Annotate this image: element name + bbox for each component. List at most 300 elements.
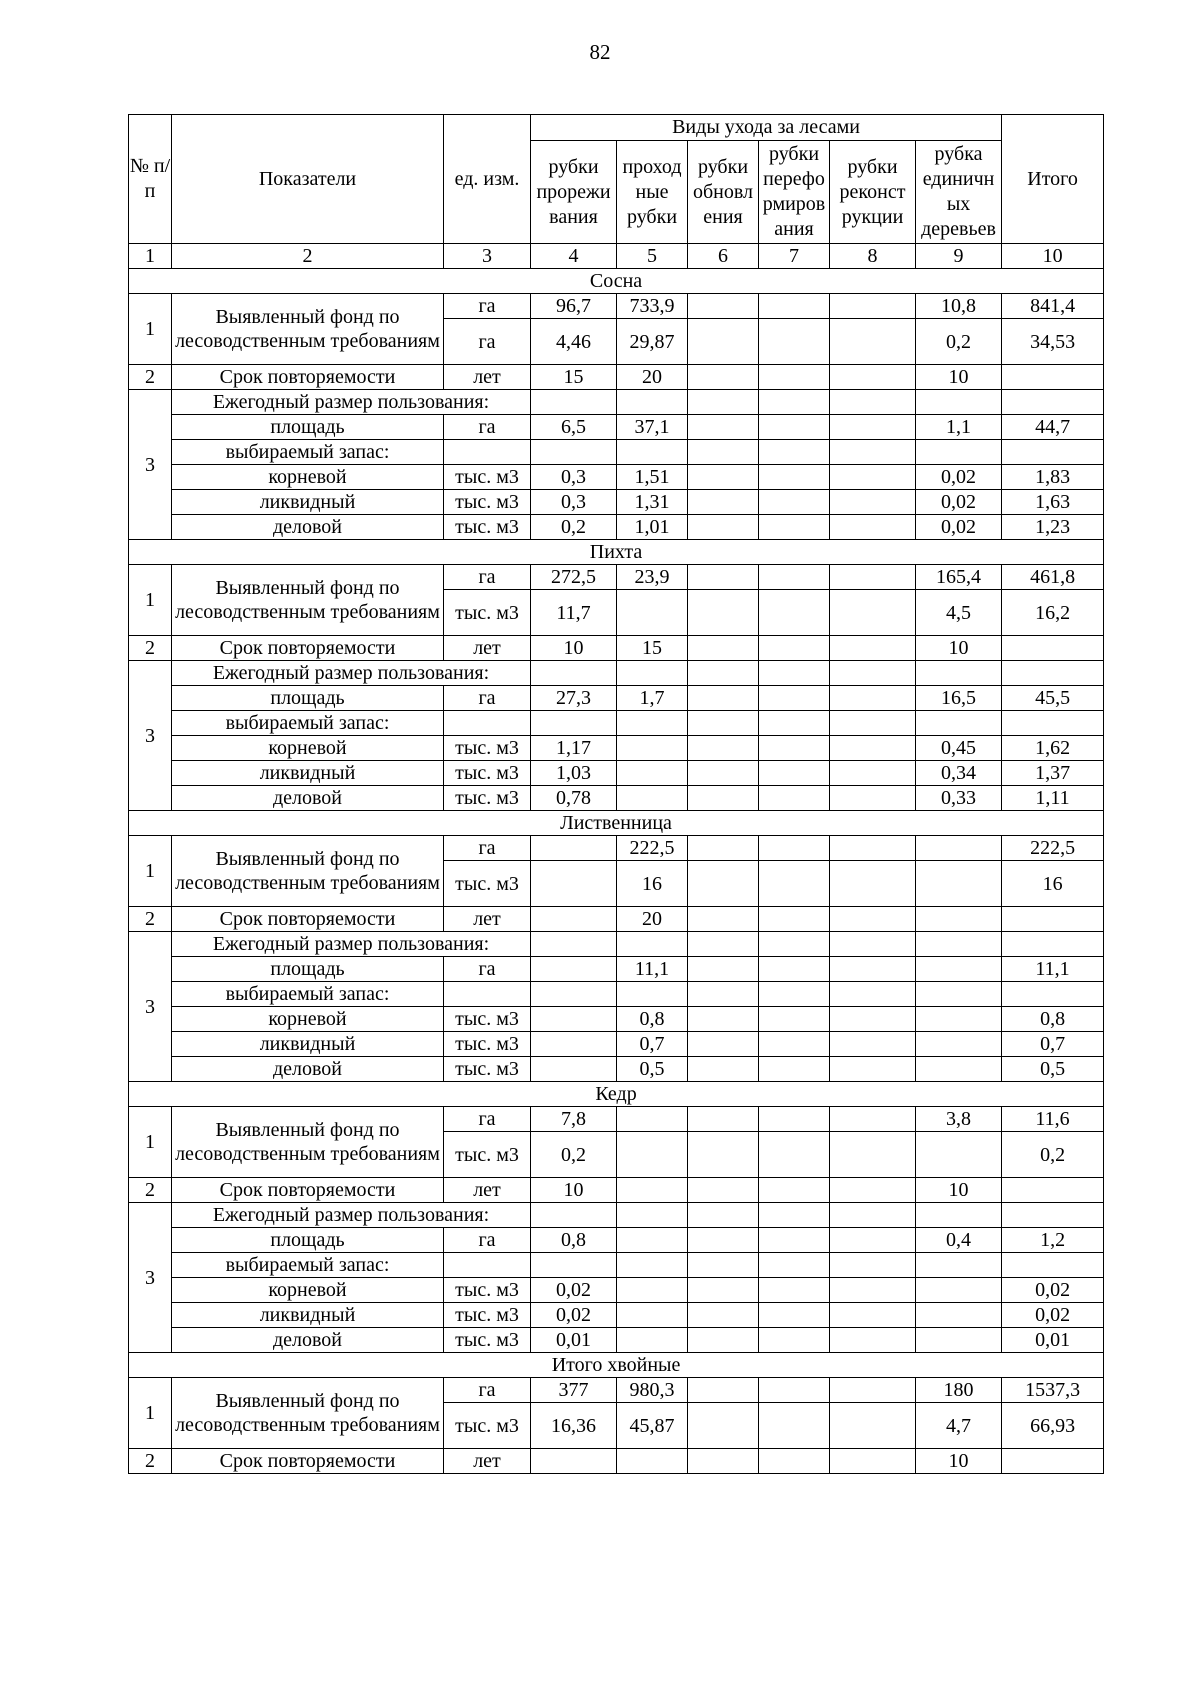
value-cell: [830, 390, 916, 415]
value-cell: 0,01: [531, 1328, 617, 1353]
value-cell: [531, 861, 617, 907]
value-cell: [1002, 932, 1104, 957]
value-cell: 1,23: [1002, 515, 1104, 540]
value-cell: [688, 932, 759, 957]
value-cell: [759, 836, 830, 861]
unit-cell: лет: [444, 365, 531, 390]
value-cell: [759, 1032, 830, 1057]
value-cell: [688, 686, 759, 711]
value-cell: 0,8: [531, 1228, 617, 1253]
value-cell: [617, 932, 688, 957]
unit-cell: га: [444, 415, 531, 440]
value-cell: [688, 786, 759, 811]
indicator-label: площадь: [172, 957, 444, 982]
business-row: [129, 515, 1104, 540]
unit-cell: тыс. м3: [444, 1303, 531, 1328]
column-number: 6: [688, 244, 759, 269]
value-cell: [916, 1328, 1002, 1353]
item-number: 1: [129, 294, 172, 365]
value-cell: [531, 982, 617, 1007]
indicator-label: деловой: [172, 1057, 444, 1082]
value-cell: [531, 1032, 617, 1057]
indicator-label: выбираемый запас:: [172, 711, 444, 736]
value-cell: 0,78: [531, 786, 617, 811]
value-cell: 3,8: [916, 1107, 1002, 1132]
unit-cell: [444, 982, 531, 1007]
header-total: Итого: [1002, 115, 1104, 244]
value-cell: [688, 1378, 759, 1403]
value-cell: [830, 957, 916, 982]
value-cell: [688, 1403, 759, 1449]
value-cell: 0,7: [1002, 1032, 1104, 1057]
value-cell: 4,7: [916, 1403, 1002, 1449]
value-cell: 1,31: [617, 490, 688, 515]
value-cell: 10,8: [916, 294, 1002, 319]
value-cell: [830, 1303, 916, 1328]
value-cell: 1,03: [531, 761, 617, 786]
value-cell: [617, 1449, 688, 1474]
value-cell: [688, 1328, 759, 1353]
value-cell: [531, 957, 617, 982]
value-cell: 0,45: [916, 736, 1002, 761]
value-cell: 10: [916, 636, 1002, 661]
value-cell: [830, 932, 916, 957]
indicator-label: ликвидный: [172, 1303, 444, 1328]
value-cell: [830, 761, 916, 786]
value-cell: 272,5: [531, 565, 617, 590]
value-cell: [688, 957, 759, 982]
liquid-row: [129, 490, 1104, 515]
header-care-types: Виды ухода за лесами: [531, 115, 1002, 141]
value-cell: [688, 440, 759, 465]
value-cell: [688, 1303, 759, 1328]
unit-cell: га: [444, 836, 531, 861]
business-row: [129, 1057, 1104, 1082]
indicator-label: площадь: [172, 415, 444, 440]
column-number: 10: [1002, 244, 1104, 269]
value-cell: 733,9: [617, 294, 688, 319]
unit-cell: тыс. м3: [444, 590, 531, 636]
value-cell: [759, 711, 830, 736]
value-cell: [688, 1278, 759, 1303]
value-cell: [916, 1278, 1002, 1303]
item-number: 2: [129, 365, 172, 390]
unit-cell: тыс. м3: [444, 1403, 531, 1449]
item-number: 1: [129, 1107, 172, 1178]
value-cell: [916, 1007, 1002, 1032]
value-cell: [759, 957, 830, 982]
value-cell: [759, 686, 830, 711]
value-cell: 0,7: [617, 1032, 688, 1057]
value-cell: [830, 294, 916, 319]
value-cell: 4,46: [531, 319, 617, 365]
header-indicator: Показатели: [172, 115, 444, 244]
value-cell: [830, 1449, 916, 1474]
value-cell: [830, 982, 916, 1007]
value-cell: 16: [1002, 861, 1104, 907]
period-row: [129, 365, 1104, 390]
value-cell: 1,62: [1002, 736, 1104, 761]
value-cell: [830, 490, 916, 515]
value-cell: [830, 1057, 916, 1082]
value-cell: [688, 982, 759, 1007]
value-cell: [531, 390, 617, 415]
value-cell: [830, 1378, 916, 1403]
value-cell: 16,2: [1002, 590, 1104, 636]
root-row: [129, 736, 1104, 761]
unit-cell: тыс. м3: [444, 786, 531, 811]
unit-cell: га: [444, 1228, 531, 1253]
value-cell: [830, 636, 916, 661]
value-cell: [759, 1007, 830, 1032]
indicator-label: Срок повторяемости: [172, 365, 444, 390]
fund-row: [129, 1378, 1104, 1403]
value-cell: 0,02: [916, 515, 1002, 540]
value-cell: [1002, 1253, 1104, 1278]
value-cell: [916, 661, 1002, 686]
value-cell: [759, 294, 830, 319]
value-cell: [916, 957, 1002, 982]
value-cell: [688, 1253, 759, 1278]
header-type: рубки реконст рукции: [830, 141, 916, 244]
stock-row: [129, 1253, 1104, 1278]
indicator-label: Срок повторяемости: [172, 907, 444, 932]
value-cell: [759, 319, 830, 365]
value-cell: [688, 1107, 759, 1132]
value-cell: [617, 1253, 688, 1278]
value-cell: [688, 590, 759, 636]
value-cell: [759, 1107, 830, 1132]
value-cell: [916, 711, 1002, 736]
value-cell: [759, 1378, 830, 1403]
annual-row: [129, 661, 1104, 686]
value-cell: [759, 590, 830, 636]
value-cell: 10: [531, 1178, 617, 1203]
value-cell: 15: [531, 365, 617, 390]
value-cell: [617, 982, 688, 1007]
area-row: [129, 957, 1104, 982]
value-cell: [916, 390, 1002, 415]
value-cell: [916, 1253, 1002, 1278]
value-cell: [830, 1228, 916, 1253]
value-cell: [759, 661, 830, 686]
liquid-row: [129, 1032, 1104, 1057]
value-cell: 0,02: [916, 465, 1002, 490]
value-cell: 37,1: [617, 415, 688, 440]
table-body: [129, 115, 1104, 1474]
forest-care-table: [128, 114, 1104, 1474]
value-cell: 16: [617, 861, 688, 907]
value-cell: 0,02: [916, 490, 1002, 515]
value-cell: [759, 565, 830, 590]
area-row: [129, 686, 1104, 711]
section-title: Итого хвойные: [129, 1353, 1104, 1378]
period-row: [129, 1178, 1104, 1203]
indicator-label: Ежегодный размер пользования:: [172, 932, 531, 957]
value-cell: [617, 1107, 688, 1132]
indicator-label: выбираемый запас:: [172, 1253, 444, 1278]
item-number: 3: [129, 661, 172, 811]
value-cell: [688, 1228, 759, 1253]
value-cell: [916, 1057, 1002, 1082]
value-cell: [688, 415, 759, 440]
value-cell: 841,4: [1002, 294, 1104, 319]
value-cell: [617, 711, 688, 736]
unit-cell: тыс. м3: [444, 1328, 531, 1353]
value-cell: [1002, 636, 1104, 661]
value-cell: [759, 1253, 830, 1278]
value-cell: [830, 1178, 916, 1203]
indicator-label: Срок повторяемости: [172, 1449, 444, 1474]
value-cell: [617, 390, 688, 415]
value-cell: 1537,3: [1002, 1378, 1104, 1403]
value-cell: [759, 490, 830, 515]
indicator-label: Ежегодный размер пользования:: [172, 661, 531, 686]
value-cell: [830, 1278, 916, 1303]
value-cell: 1,01: [617, 515, 688, 540]
indicator-label: ликвидный: [172, 1032, 444, 1057]
value-cell: 44,7: [1002, 415, 1104, 440]
value-cell: [830, 515, 916, 540]
value-cell: 0,5: [617, 1057, 688, 1082]
unit-cell: га: [444, 1107, 531, 1132]
value-cell: [759, 736, 830, 761]
value-cell: [759, 1449, 830, 1474]
unit-cell: лет: [444, 1449, 531, 1474]
item-number: 1: [129, 565, 172, 636]
value-cell: [830, 686, 916, 711]
value-cell: [1002, 982, 1104, 1007]
value-cell: [531, 1449, 617, 1474]
column-number: 2: [172, 244, 444, 269]
value-cell: 1,11: [1002, 786, 1104, 811]
value-cell: 45,87: [617, 1403, 688, 1449]
value-cell: [830, 736, 916, 761]
value-cell: 4,5: [916, 590, 1002, 636]
column-number: 5: [617, 244, 688, 269]
unit-cell: тыс. м3: [444, 861, 531, 907]
stock-row: [129, 982, 1104, 1007]
item-number: 1: [129, 1378, 172, 1449]
value-cell: [830, 1203, 916, 1228]
value-cell: [759, 1228, 830, 1253]
column-number: 4: [531, 244, 617, 269]
value-cell: 461,8: [1002, 565, 1104, 590]
value-cell: 1,17: [531, 736, 617, 761]
header-num: № п/п: [129, 115, 172, 244]
value-cell: 0,8: [1002, 1007, 1104, 1032]
value-cell: [688, 1203, 759, 1228]
value-cell: 11,6: [1002, 1107, 1104, 1132]
value-cell: [830, 1253, 916, 1278]
value-cell: [531, 907, 617, 932]
value-cell: [759, 465, 830, 490]
value-cell: [531, 440, 617, 465]
value-cell: [617, 1328, 688, 1353]
value-cell: 11,1: [1002, 957, 1104, 982]
section-title: Сосна: [129, 269, 1104, 294]
value-cell: [688, 515, 759, 540]
value-cell: [531, 932, 617, 957]
value-cell: 6,5: [531, 415, 617, 440]
value-cell: 23,9: [617, 565, 688, 590]
header-type: рубка единичн ых деревьев: [916, 141, 1002, 244]
indicator-label: ликвидный: [172, 761, 444, 786]
value-cell: 0,2: [531, 1132, 617, 1178]
section-title-row: [129, 811, 1104, 836]
annual-row: [129, 1203, 1104, 1228]
value-cell: 20: [617, 365, 688, 390]
value-cell: [1002, 365, 1104, 390]
area-row: [129, 1228, 1104, 1253]
value-cell: [830, 907, 916, 932]
value-cell: [830, 319, 916, 365]
value-cell: 165,4: [916, 565, 1002, 590]
header-row-group: [129, 115, 1104, 141]
value-cell: [688, 861, 759, 907]
annual-row: [129, 932, 1104, 957]
value-cell: [830, 711, 916, 736]
section-title-row: [129, 269, 1104, 294]
value-cell: [830, 565, 916, 590]
value-cell: [688, 711, 759, 736]
value-cell: 222,5: [617, 836, 688, 861]
value-cell: [617, 761, 688, 786]
indicator-label: корневой: [172, 1278, 444, 1303]
fund-row: [129, 294, 1104, 319]
value-cell: [1002, 661, 1104, 686]
column-number: 3: [444, 244, 531, 269]
value-cell: 180: [916, 1378, 1002, 1403]
value-cell: [617, 1278, 688, 1303]
value-cell: 11,1: [617, 957, 688, 982]
value-cell: 1,63: [1002, 490, 1104, 515]
value-cell: [830, 415, 916, 440]
value-cell: [830, 1403, 916, 1449]
value-cell: 10: [916, 1178, 1002, 1203]
unit-cell: га: [444, 565, 531, 590]
indicator-label: Выявленный фонд по лесоводственным требованиям: [172, 836, 444, 907]
unit-cell: тыс. м3: [444, 1007, 531, 1032]
value-cell: [688, 661, 759, 686]
unit-cell: тыс. м3: [444, 465, 531, 490]
value-cell: [531, 1007, 617, 1032]
value-cell: 34,53: [1002, 319, 1104, 365]
stock-row: [129, 440, 1104, 465]
value-cell: [759, 415, 830, 440]
unit-cell: [444, 711, 531, 736]
value-cell: 20: [617, 907, 688, 932]
page-number: 82: [589, 40, 611, 64]
value-cell: [1002, 711, 1104, 736]
value-cell: [830, 786, 916, 811]
value-cell: 0,5: [1002, 1057, 1104, 1082]
indicator-label: Срок повторяемости: [172, 636, 444, 661]
value-cell: [688, 1449, 759, 1474]
value-cell: [759, 440, 830, 465]
value-cell: [916, 1303, 1002, 1328]
value-cell: 45,5: [1002, 686, 1104, 711]
column-numbers-row: [129, 244, 1104, 269]
value-cell: [688, 1032, 759, 1057]
value-cell: [617, 440, 688, 465]
value-cell: [531, 1057, 617, 1082]
value-cell: 0,02: [1002, 1303, 1104, 1328]
value-cell: [1002, 440, 1104, 465]
value-cell: [1002, 1449, 1104, 1474]
item-number: 3: [129, 932, 172, 1082]
value-cell: [830, 1328, 916, 1353]
value-cell: [916, 907, 1002, 932]
indicator-label: выбираемый запас:: [172, 440, 444, 465]
value-cell: [916, 861, 1002, 907]
value-cell: [617, 736, 688, 761]
header-type: рубки обновл ения: [688, 141, 759, 244]
value-cell: [617, 1203, 688, 1228]
value-cell: 0,2: [1002, 1132, 1104, 1178]
indicator-label: ликвидный: [172, 490, 444, 515]
indicator-label: Ежегодный размер пользования:: [172, 390, 531, 415]
indicator-label: Выявленный фонд по лесоводственным требованиям: [172, 1107, 444, 1178]
value-cell: [617, 1303, 688, 1328]
value-cell: [830, 861, 916, 907]
value-cell: [759, 1403, 830, 1449]
unit-cell: тыс. м3: [444, 1032, 531, 1057]
value-cell: [916, 932, 1002, 957]
value-cell: [759, 1178, 830, 1203]
value-cell: [617, 1132, 688, 1178]
value-cell: [617, 661, 688, 686]
indicator-label: Ежегодный размер пользования:: [172, 1203, 531, 1228]
value-cell: [759, 636, 830, 661]
value-cell: 0,02: [1002, 1278, 1104, 1303]
indicator-label: корневой: [172, 736, 444, 761]
item-number: 3: [129, 1203, 172, 1353]
value-cell: [688, 490, 759, 515]
section-title: Кедр: [129, 1082, 1104, 1107]
value-cell: 96,7: [531, 294, 617, 319]
indicator-label: корневой: [172, 1007, 444, 1032]
section-title: Лиственница: [129, 811, 1104, 836]
value-cell: [916, 982, 1002, 1007]
root-row: [129, 1278, 1104, 1303]
value-cell: [617, 590, 688, 636]
section-title-row: [129, 1082, 1104, 1107]
value-cell: 0,2: [916, 319, 1002, 365]
unit-cell: тыс. м3: [444, 515, 531, 540]
value-cell: 0,2: [531, 515, 617, 540]
annual-row: [129, 390, 1104, 415]
value-cell: [759, 390, 830, 415]
value-cell: [759, 1278, 830, 1303]
value-cell: [759, 1057, 830, 1082]
period-row: [129, 907, 1104, 932]
indicator-label: Срок повторяемости: [172, 1178, 444, 1203]
column-number: 7: [759, 244, 830, 269]
value-cell: [916, 836, 1002, 861]
area-row: [129, 415, 1104, 440]
value-cell: [759, 932, 830, 957]
unit-cell: га: [444, 1378, 531, 1403]
value-cell: 10: [531, 636, 617, 661]
value-cell: [759, 1303, 830, 1328]
indicator-label: Выявленный фонд по лесоводственным требованиям: [172, 1378, 444, 1449]
indicator-label: деловой: [172, 1328, 444, 1353]
section-title-row: [129, 1353, 1104, 1378]
section-title-row: [129, 540, 1104, 565]
value-cell: [830, 440, 916, 465]
liquid-row: [129, 761, 1104, 786]
